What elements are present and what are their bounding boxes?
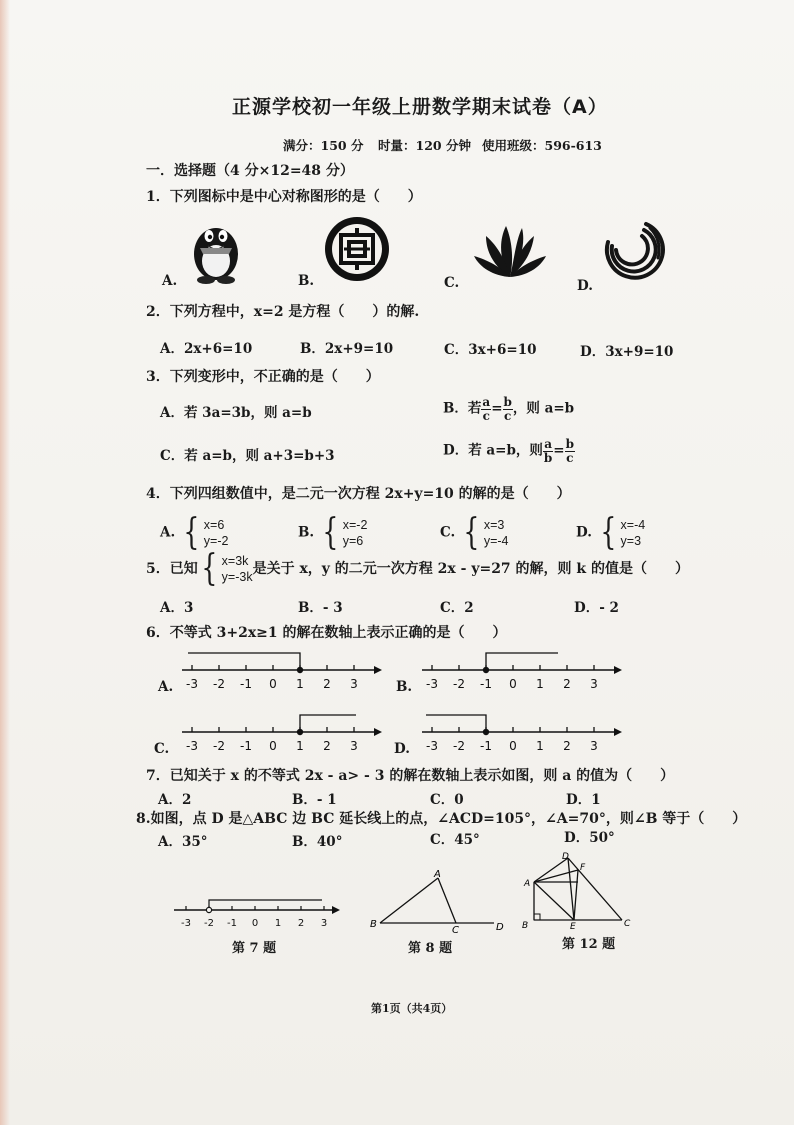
question-2-stem: 2．下列方程中，x=2 是方程（ ）的解.	[146, 304, 420, 320]
tick-label: -2	[213, 677, 225, 691]
tick-label: -1	[240, 677, 252, 691]
equation-system: { x=-2 y=6	[322, 512, 368, 553]
q5-option-b: B．- 3	[298, 600, 343, 616]
figure-12-caption: 第 12 题	[562, 937, 616, 952]
tick-label: 1	[536, 739, 544, 753]
point-label: E	[570, 922, 576, 930]
question-8-stem: 8.如图，点 D 是△ABC 边 BC 延长线上的点，∠ACD=105°，∠A=70°，则∠B 等于（ ）	[136, 811, 747, 827]
tick-label: 0	[269, 739, 277, 753]
figure-8-triangle	[368, 868, 508, 934]
question-6-stem: 6．不等式 3+2x≥1 的解在数轴上表示正确的是（ ）	[146, 625, 507, 641]
figure-7-caption: 第 7 题	[232, 941, 277, 956]
q3-option-c: C．若 a=b，则 a+3=b+3	[160, 448, 335, 464]
number-line-b	[418, 648, 622, 694]
point-label: B	[370, 919, 377, 930]
tick-label: -1	[480, 739, 492, 753]
fraction-a-over-c: $\frac{a}{c}$	[482, 395, 491, 423]
q7-option-c: C．0	[430, 792, 464, 808]
point-label: A	[434, 869, 441, 880]
point-label: D	[496, 922, 504, 933]
tick-label: 3	[590, 677, 598, 691]
q5-option-c: C．2	[440, 600, 474, 616]
q1-label-d: D.	[577, 278, 593, 294]
question-7-stem: 7．已知关于 x 的不等式 2x - a> - 3 的解在数轴上表示如图，则 a 的值为（ ）	[146, 768, 675, 784]
q7-option-a: A．2	[158, 792, 192, 808]
tick-label: 3	[320, 918, 328, 929]
fraction-a-over-b: $\frac{a}{b}$	[543, 437, 553, 465]
tick-label: -3	[186, 677, 198, 691]
q4-option-d: D. { x=-4 y=3	[576, 512, 646, 553]
q8-option-b: B．40°	[292, 834, 343, 850]
q8-option-c: C．45°	[430, 832, 480, 848]
swirl-ring-icon	[600, 218, 666, 284]
tick-label: -2	[204, 918, 214, 929]
point-label: D	[562, 852, 569, 862]
meta-time: 时量：120 分钟	[378, 138, 471, 153]
tick-label: -1	[480, 677, 492, 691]
q1-label-b: B.	[298, 273, 315, 289]
tick-label: 1	[296, 739, 304, 753]
q8-option-d: D．50°	[564, 830, 615, 846]
number-line-a	[178, 648, 382, 694]
q5-option-d: D．- 2	[574, 600, 619, 616]
tick-label: 2	[563, 677, 571, 691]
q2-option-b: B．2x+9=10	[300, 341, 394, 357]
tick-label: -3	[426, 677, 438, 691]
tick-label: 0	[509, 739, 517, 753]
tick-label: 2	[563, 739, 571, 753]
figure-12-diagram	[518, 852, 634, 930]
tick-label: -1	[227, 918, 237, 929]
equation-system: { x=3 y=-4	[463, 512, 509, 553]
tick-label: -3	[186, 739, 198, 753]
point-label: A	[524, 879, 531, 889]
tick-label: 3	[590, 739, 598, 753]
tick-label: 3	[350, 739, 358, 753]
q4-option-b: B. { x=-2 y=6	[298, 512, 368, 553]
point-label: F	[580, 863, 586, 873]
tick-label: -1	[240, 739, 252, 753]
q3-option-b: B．若 $\frac{a}{c}$ = $\frac{b}{c}$ ，则 a=b	[443, 395, 575, 423]
tick-label: -2	[213, 739, 225, 753]
q6-label-d: D.	[394, 741, 410, 757]
penguin-icon	[186, 214, 246, 284]
tick-label: 2	[323, 739, 331, 753]
figure-7-number-line	[172, 892, 342, 932]
equation-system: { x=-4 y=3	[600, 512, 646, 553]
q4-option-a: A. { x=6 y=-2	[160, 512, 229, 553]
q8-option-a: A．35°	[158, 834, 208, 850]
question-1-stem: 1．下列图标中是中心对称图形的是（ ）	[146, 189, 422, 205]
q2-option-d: D．3x+9=10	[580, 344, 674, 360]
q1-label-a: A.	[162, 273, 178, 289]
q4-option-c: C. { x=3 y=-4	[440, 512, 509, 553]
tick-label: -3	[181, 918, 191, 929]
tick-label: 2	[323, 677, 331, 691]
q3-b-prefix: B．若	[443, 400, 482, 417]
bank-logo-icon	[322, 214, 392, 284]
point-label: C	[624, 919, 631, 929]
section-heading: 一．选择题（4 分×12=48 分）	[146, 163, 354, 179]
figure-8-caption: 第 8 题	[408, 941, 453, 956]
page-title: 正源学校初一年级上册数学期末试卷（A）	[232, 96, 608, 118]
tick-label: -3	[426, 739, 438, 753]
tick-label: 0	[509, 677, 517, 691]
number-line-c	[178, 710, 382, 756]
meta-full-marks: 满分：150 分	[283, 138, 364, 153]
equation-system: { x=3k y=-3k	[201, 548, 253, 589]
page-footer: 第1页（共4页）	[371, 1002, 453, 1015]
q1-label-c: C.	[444, 275, 460, 291]
tick-label: 1	[536, 677, 544, 691]
q6-label-a: A.	[158, 679, 174, 695]
tick-label: 1	[274, 918, 282, 929]
tick-label: 0	[269, 677, 277, 691]
meta-classes: 使用班级：596-613	[482, 138, 602, 153]
paper-edge-shadow	[0, 0, 10, 1125]
tick-label: 3	[350, 677, 358, 691]
point-label: C	[452, 925, 459, 934]
fan-petal-icon	[470, 222, 550, 282]
q2-option-a: A．2x+6=10	[160, 341, 253, 357]
tick-label: -2	[453, 739, 465, 753]
q7-option-d: D．1	[566, 792, 601, 808]
q3-option-d: D．若 a=b，则 $\frac{a}{b}$ = $\frac{b}{c}$	[443, 437, 574, 465]
tick-label: 0	[251, 918, 259, 929]
q5-option-a: A．3	[160, 600, 194, 616]
q6-label-b: B.	[396, 679, 413, 695]
tick-label: 2	[297, 918, 305, 929]
tick-label: 1	[296, 677, 304, 691]
q3-d-prefix: D．若 a=b，则	[443, 442, 543, 459]
fraction-b-over-c: $\frac{b}{c}$	[503, 395, 512, 423]
q7-option-b: B．- 1	[292, 792, 337, 808]
q3-b-suffix: ，则 a=b	[512, 400, 575, 417]
fraction-b-over-c: $\frac{b}{c}$	[565, 437, 574, 465]
question-4-stem: 4．下列四组数值中，是二元一次方程 2x+y=10 的解的是（ ）	[146, 486, 571, 502]
point-label: B	[522, 921, 529, 930]
q2-option-c: C．3x+6=10	[444, 342, 537, 358]
q6-label-c: C.	[154, 741, 170, 757]
equation-system: { x=6 y=-2	[183, 512, 229, 553]
tick-label: -2	[453, 677, 465, 691]
question-5-stem: 5．已知 { x=3k y=-3k 是关于 x，y 的二元一次方程 2x - y=27 的解，则 k 的值是（ ）	[146, 548, 689, 589]
number-line-d	[418, 710, 622, 756]
q3-option-a: A．若 3a=3b，则 a=b	[160, 405, 312, 421]
question-3-stem: 3．下列变形中，不正确的是（ ）	[146, 369, 380, 385]
